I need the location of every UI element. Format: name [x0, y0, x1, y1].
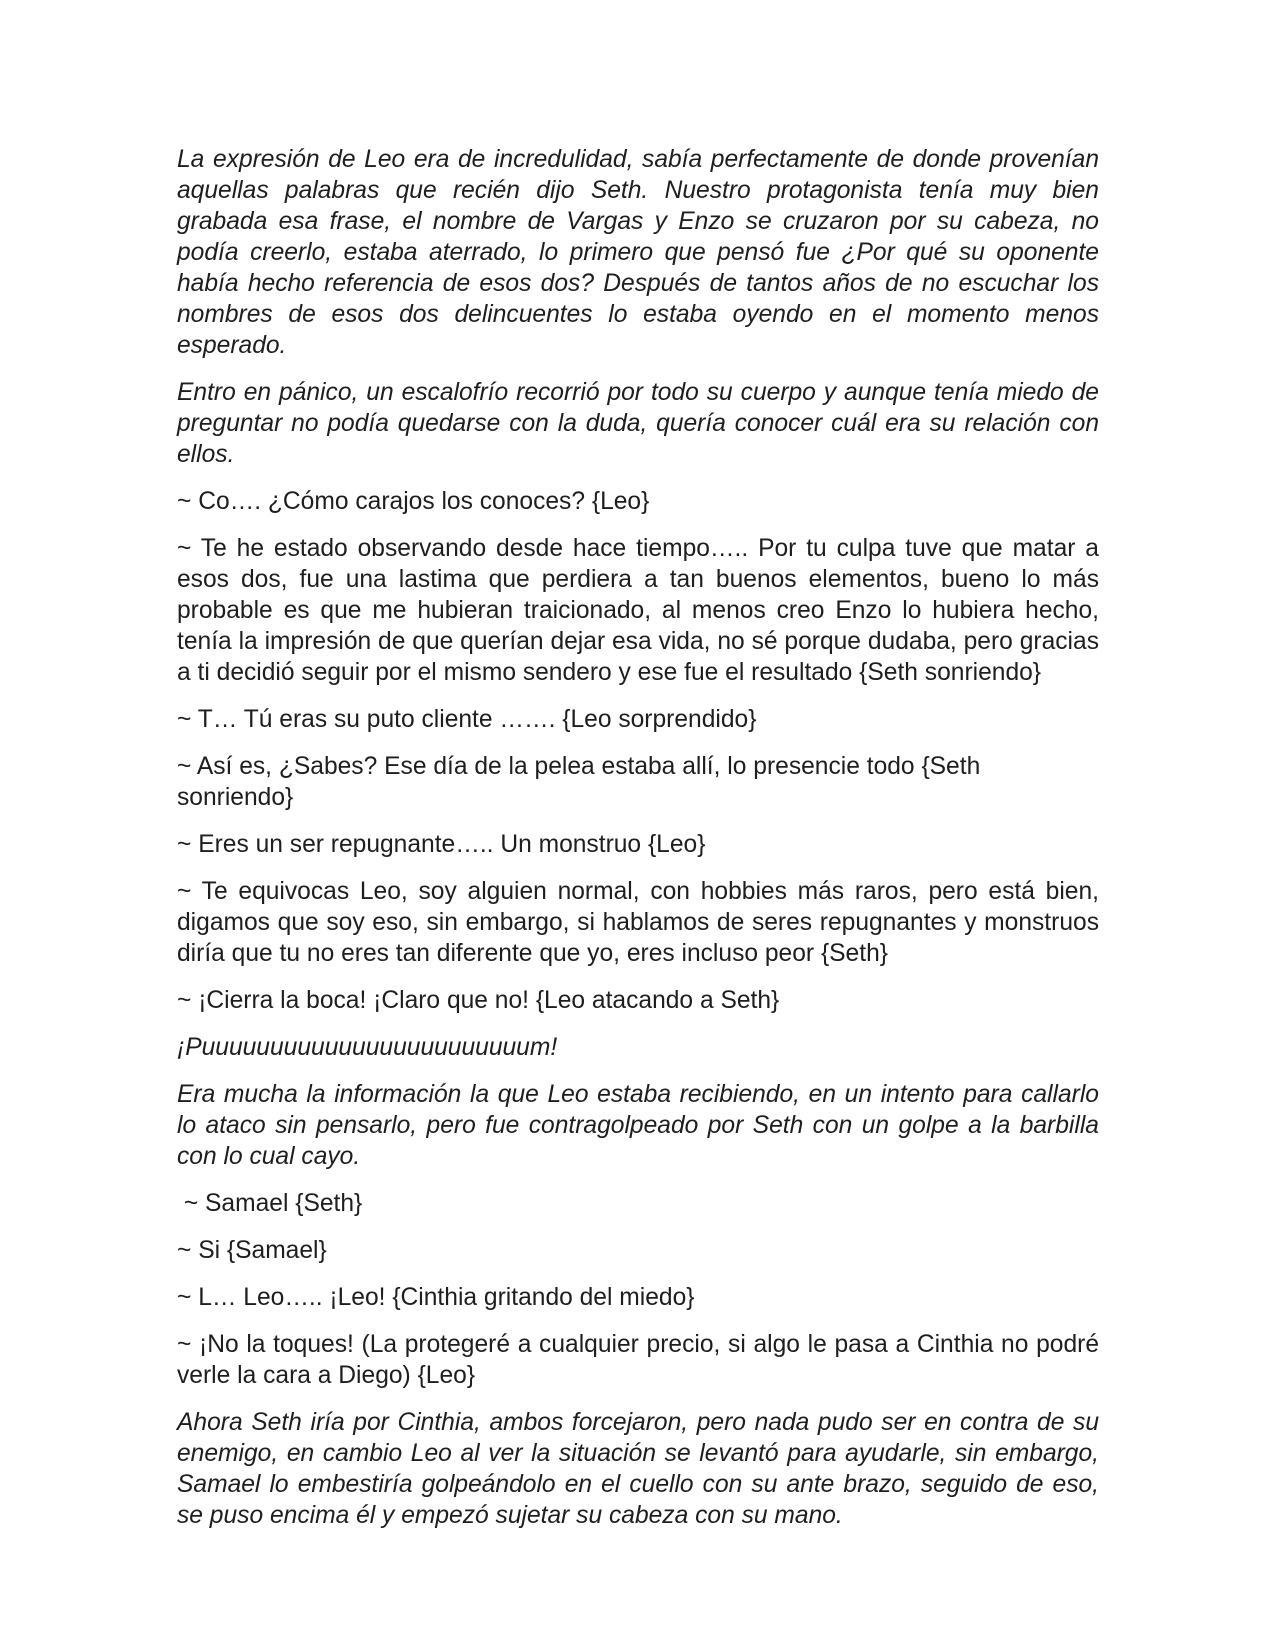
dialogue-line: ~ Samael {Seth} — [177, 1190, 363, 1217]
dialogue-line: ~ Así es, ¿Sabes? Ese día de la pelea estaba allí, lo presencie todo {Seth sonriendo} — [177, 753, 981, 811]
dialogue-line: ~ Te equivocas Leo, soy alguien normal, con hobbies más raros, pero está bien, digamos que soy eso, sin embargo, si hablamos de seres repugnantes y monstruos diría que tu no eres tan diferente que yo, eres incluso peor {Seth} — [177, 878, 1099, 967]
narration-paragraph: Era mucha la información la que Leo estaba recibiendo, en un intento para callarlo lo ataco sin pensarlo, pero fue contragolpeado por Seth con un golpe a la barbilla con lo cual cayo. — [177, 1081, 1099, 1170]
dialogue-line: ~ Si {Samael} — [177, 1237, 327, 1264]
dialogue-line: ~ Eres un ser repugnante….. Un monstruo {Leo} — [177, 831, 706, 858]
document-body — [177, 144, 1099, 1547]
narration-paragraph: Ahora Seth iría por Cinthia, ambos forcejaron, pero nada pudo ser en contra de su enemigo, en cambio Leo al ver la situación se levantó para ayudarle, sin embargo, Samael lo embestiría golpeándolo en el cuello con su ante brazo, seguido de eso, se puso encima él y empezó sujetar su cabeza con su mano. — [177, 1409, 1099, 1529]
dialogue-line: ~ L… Leo….. ¡Leo! {Cinthia gritando del miedo} — [177, 1284, 695, 1311]
dialogue-line: ~ Te he estado observando desde hace tiempo….. Por tu culpa tuve que matar a esos dos, fue una lastima que perdiera a tan buenos elementos, bueno lo más probable es que me hubieran traicionado, al menos creo Enzo lo hubiera hecho, tenía la impresión de que querían dejar esa vida, no sé porque dudaba, pero gracias a ti decidió seguir por el mismo sendero y ese fue el resultado {Seth sonriendo} — [177, 535, 1099, 686]
dialogue-line: ~ ¡No la toques! (La protegeré a cualquier precio, si algo le pasa a Cinthia no podré verle la cara a Diego) {Leo} — [177, 1331, 1099, 1389]
dialogue-line: ~ T… Tú eras su puto cliente ……. {Leo sorprendido} — [177, 706, 757, 733]
dialogue-line: ~ ¡Cierra la boca! ¡Claro que no! {Leo atacando a Seth} — [177, 987, 780, 1014]
narration-paragraph: La expresión de Leo era de incredulidad, sabía perfectamente de donde provenían aquellas palabras que recién dijo Seth. Nuestro protagonista tenía muy bien grabada esa frase, el nombre de Vargas y Enzo se cruzaron por su cabeza, no podía creerlo, estaba aterrado, lo primero que pensó fue ¿Por qué su oponente había hecho referencia de esos dos? Después de tantos años de no escuchar los nombres de esos dos delincuentes lo estaba oyendo en el momento menos esperado. — [177, 146, 1099, 359]
sound-effect: ¡Puuuuuuuuuuuuuuuuuuuuuuuum! — [177, 1034, 558, 1061]
narration-paragraph: Entro en pánico, un escalofrío recorrió por todo su cuerpo y aunque tenía miedo de preguntar no podía quedarse con la duda, quería conocer cuál era su relación con ellos. — [177, 379, 1099, 468]
dialogue-line: ~ Co…. ¿Cómo carajos los conoces? {Leo} — [177, 488, 650, 515]
